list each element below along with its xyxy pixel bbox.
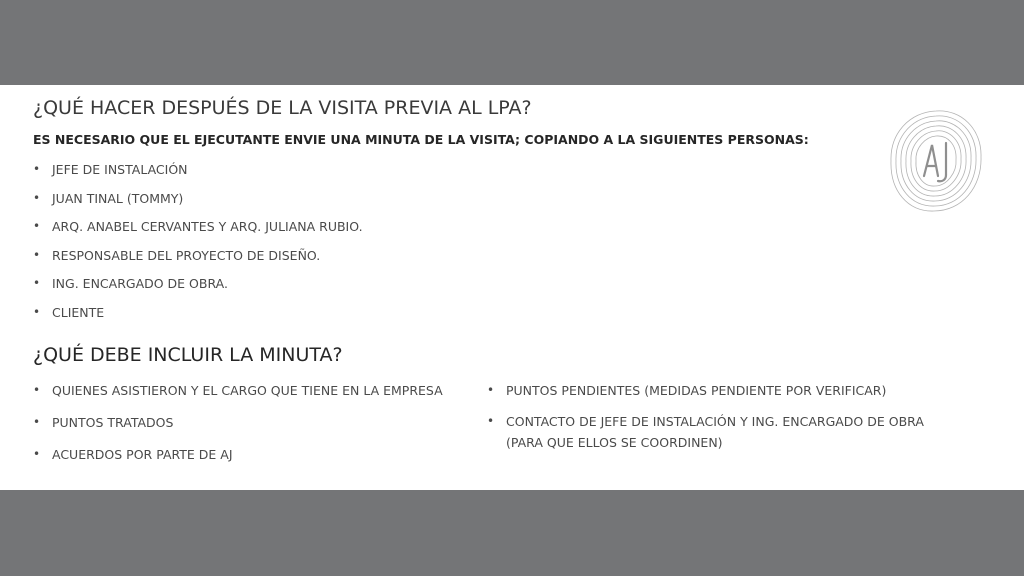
list-item: • CONTACTO DE JEFE DE INSTALACIÓN Y ING. ENCARGADO DE OBRA (PARA QUE ELLOS SE COORDINEN) [487,411,927,453]
section-title: ¿QUÉ DEBE INCLUIR LA MINUTA? [33,344,343,366]
bottom-band [0,490,1024,576]
list-item: • ACUERDOS POR PARTE DE AJ [33,444,483,465]
list-item: • ING. ENCARGADO DE OBRA. [33,273,633,302]
list-item: • JUAN TINAL (TOMMY) [33,188,633,217]
list-item: • PUNTOS TRATADOS [33,412,483,433]
content-panel [0,85,1024,490]
subtitle: ES NECESARIO QUE EL EJECUTANTE ENVIE UNA MINUTA DE LA VISITA; COPIANDO A LA SIGUIENTES PERSONAS: [33,132,809,147]
include-list-left [33,380,483,476]
page-title: ¿QUÉ HACER DESPUÉS DE LA VISITA PREVIA AL LPA? [33,97,532,119]
include-list-right [487,380,927,463]
recipients-list [33,159,633,331]
list-item: • PUNTOS PENDIENTES (MEDIDAS PENDIENTE POR VERIFICAR) [487,380,927,401]
list-item: • QUIENES ASISTIERON Y EL CARGO QUE TIENE EN LA EMPRESA [33,380,483,401]
list-item: • CLIENTE [33,302,633,331]
list-item: • JEFE DE INSTALACIÓN [33,159,633,188]
top-band [0,0,1024,85]
tree-ring-logo-icon [886,105,986,217]
list-item: • ARQ. ANABEL CERVANTES Y ARQ. JULIANA RUBIO. [33,216,633,245]
list-item: • RESPONSABLE DEL PROYECTO DE DISEÑO. [33,245,633,274]
